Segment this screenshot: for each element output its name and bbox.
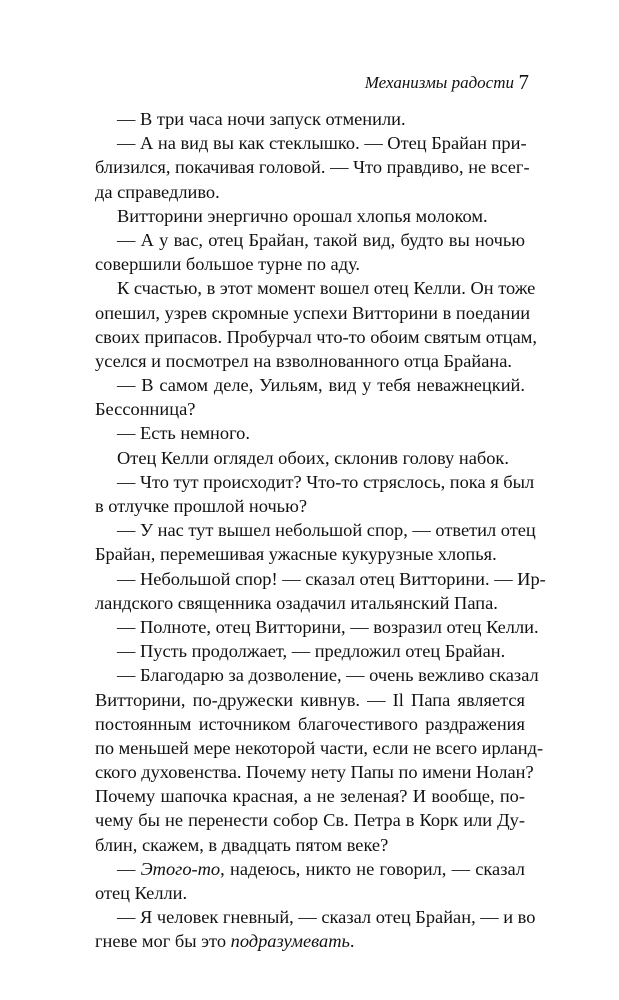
text-line: постоянным источником благочестивого раздражения: [95, 713, 525, 734]
text-line: — Небольшой спор! — сказал отец Витторини. — Ир-: [117, 568, 546, 589]
text-span: .: [349, 931, 355, 952]
text-line: ского духовенства. Почему нету Папы по имени Нолан?: [95, 762, 534, 783]
text-line: да справедливо.: [95, 181, 220, 202]
text-line: близился, покачивая головой. — Что правдиво, не всег-: [95, 157, 530, 178]
text-line: Брайан, перемешивая ужасные кукурузные хлопья.: [95, 544, 497, 565]
text-line: ландского священника озадачил итальянский Папа.: [95, 592, 498, 613]
text-line: — Полноте, отец Витторини, — возразил отец Келли.: [117, 616, 539, 637]
text-span: , надеюсь, никто не говорил, — сказал: [220, 858, 525, 879]
text-line: совершили большое турне по аду.: [95, 254, 361, 275]
text-line: К счастью, в этот момент вошел отец Келли. Он тоже: [117, 278, 536, 299]
text-line: — А на вид вы как стеклышко. — Отец Брайан при-: [117, 133, 527, 154]
text-line: [95, 929, 525, 953]
text-line: — В самом деле, Уильям, вид у тебя неважнецкий.: [117, 375, 525, 396]
text-line: — Что тут происходит? Что-то стряслось, пока я был: [117, 471, 535, 492]
text-line: в отлучке прошлой ночью?: [95, 496, 307, 516]
italic-emphasis: подразумевать: [230, 931, 350, 952]
text-line: опешил, узрев скромные успехи Витторини в поедании: [95, 302, 531, 323]
text-line: — Пусть продолжает, — предложил отец Брайан.: [117, 641, 506, 662]
text-span: гневе мог бы это: [95, 931, 231, 952]
text-line: по меньшей мере некоторой части, если не всего ирланд-: [95, 737, 544, 758]
body-text: [95, 107, 546, 954]
text-line: — Есть немного.: [117, 423, 250, 444]
text-line: Витторини энергично орошал хлопья молоком.: [117, 205, 488, 226]
text-line: отец Келли.: [95, 883, 188, 903]
text-line: чему бы не перенести собор Св. Петра в Корк или Ду-: [95, 810, 525, 831]
page-number: 7: [518, 70, 529, 94]
text-line: Витторини, по-дружески кивнув. — Il Папа является: [95, 689, 525, 710]
text-line: Почему шапочка красная, а не зеленая? И вообще, по-: [95, 786, 525, 807]
text-line: Бессонница?: [95, 399, 196, 420]
running-head-title: Механизмы радости: [364, 73, 514, 92]
text-line: блин, скажем, в двадцать пятом веке?: [95, 834, 389, 855]
text-line: [95, 857, 525, 881]
text-line: уселся и посмотрел на взволнованного отца Брайана.: [95, 350, 512, 371]
text-line: — Я человек гневный, — сказал отец Брайан, — и во: [117, 907, 536, 928]
text-line: — А у вас, отец Брайан, такой вид, будто вы ночью: [117, 229, 525, 250]
text-line: своих припасов. Пробурчал что-то обоим святым отцам,: [95, 326, 537, 347]
text-span: —: [117, 858, 141, 879]
italic-emphasis: Этого-то: [140, 858, 221, 879]
text-line: — В три часа ночи запуск отменили.: [117, 109, 406, 129]
text-line: — У нас тут вышел небольшой спор, — ответил отец: [117, 520, 536, 541]
text-line: — Благодарю за дозволение, — очень вежливо сказал: [117, 665, 539, 686]
text-line: Отец Келли оглядел обоих, склонив голову набок.: [117, 447, 509, 468]
